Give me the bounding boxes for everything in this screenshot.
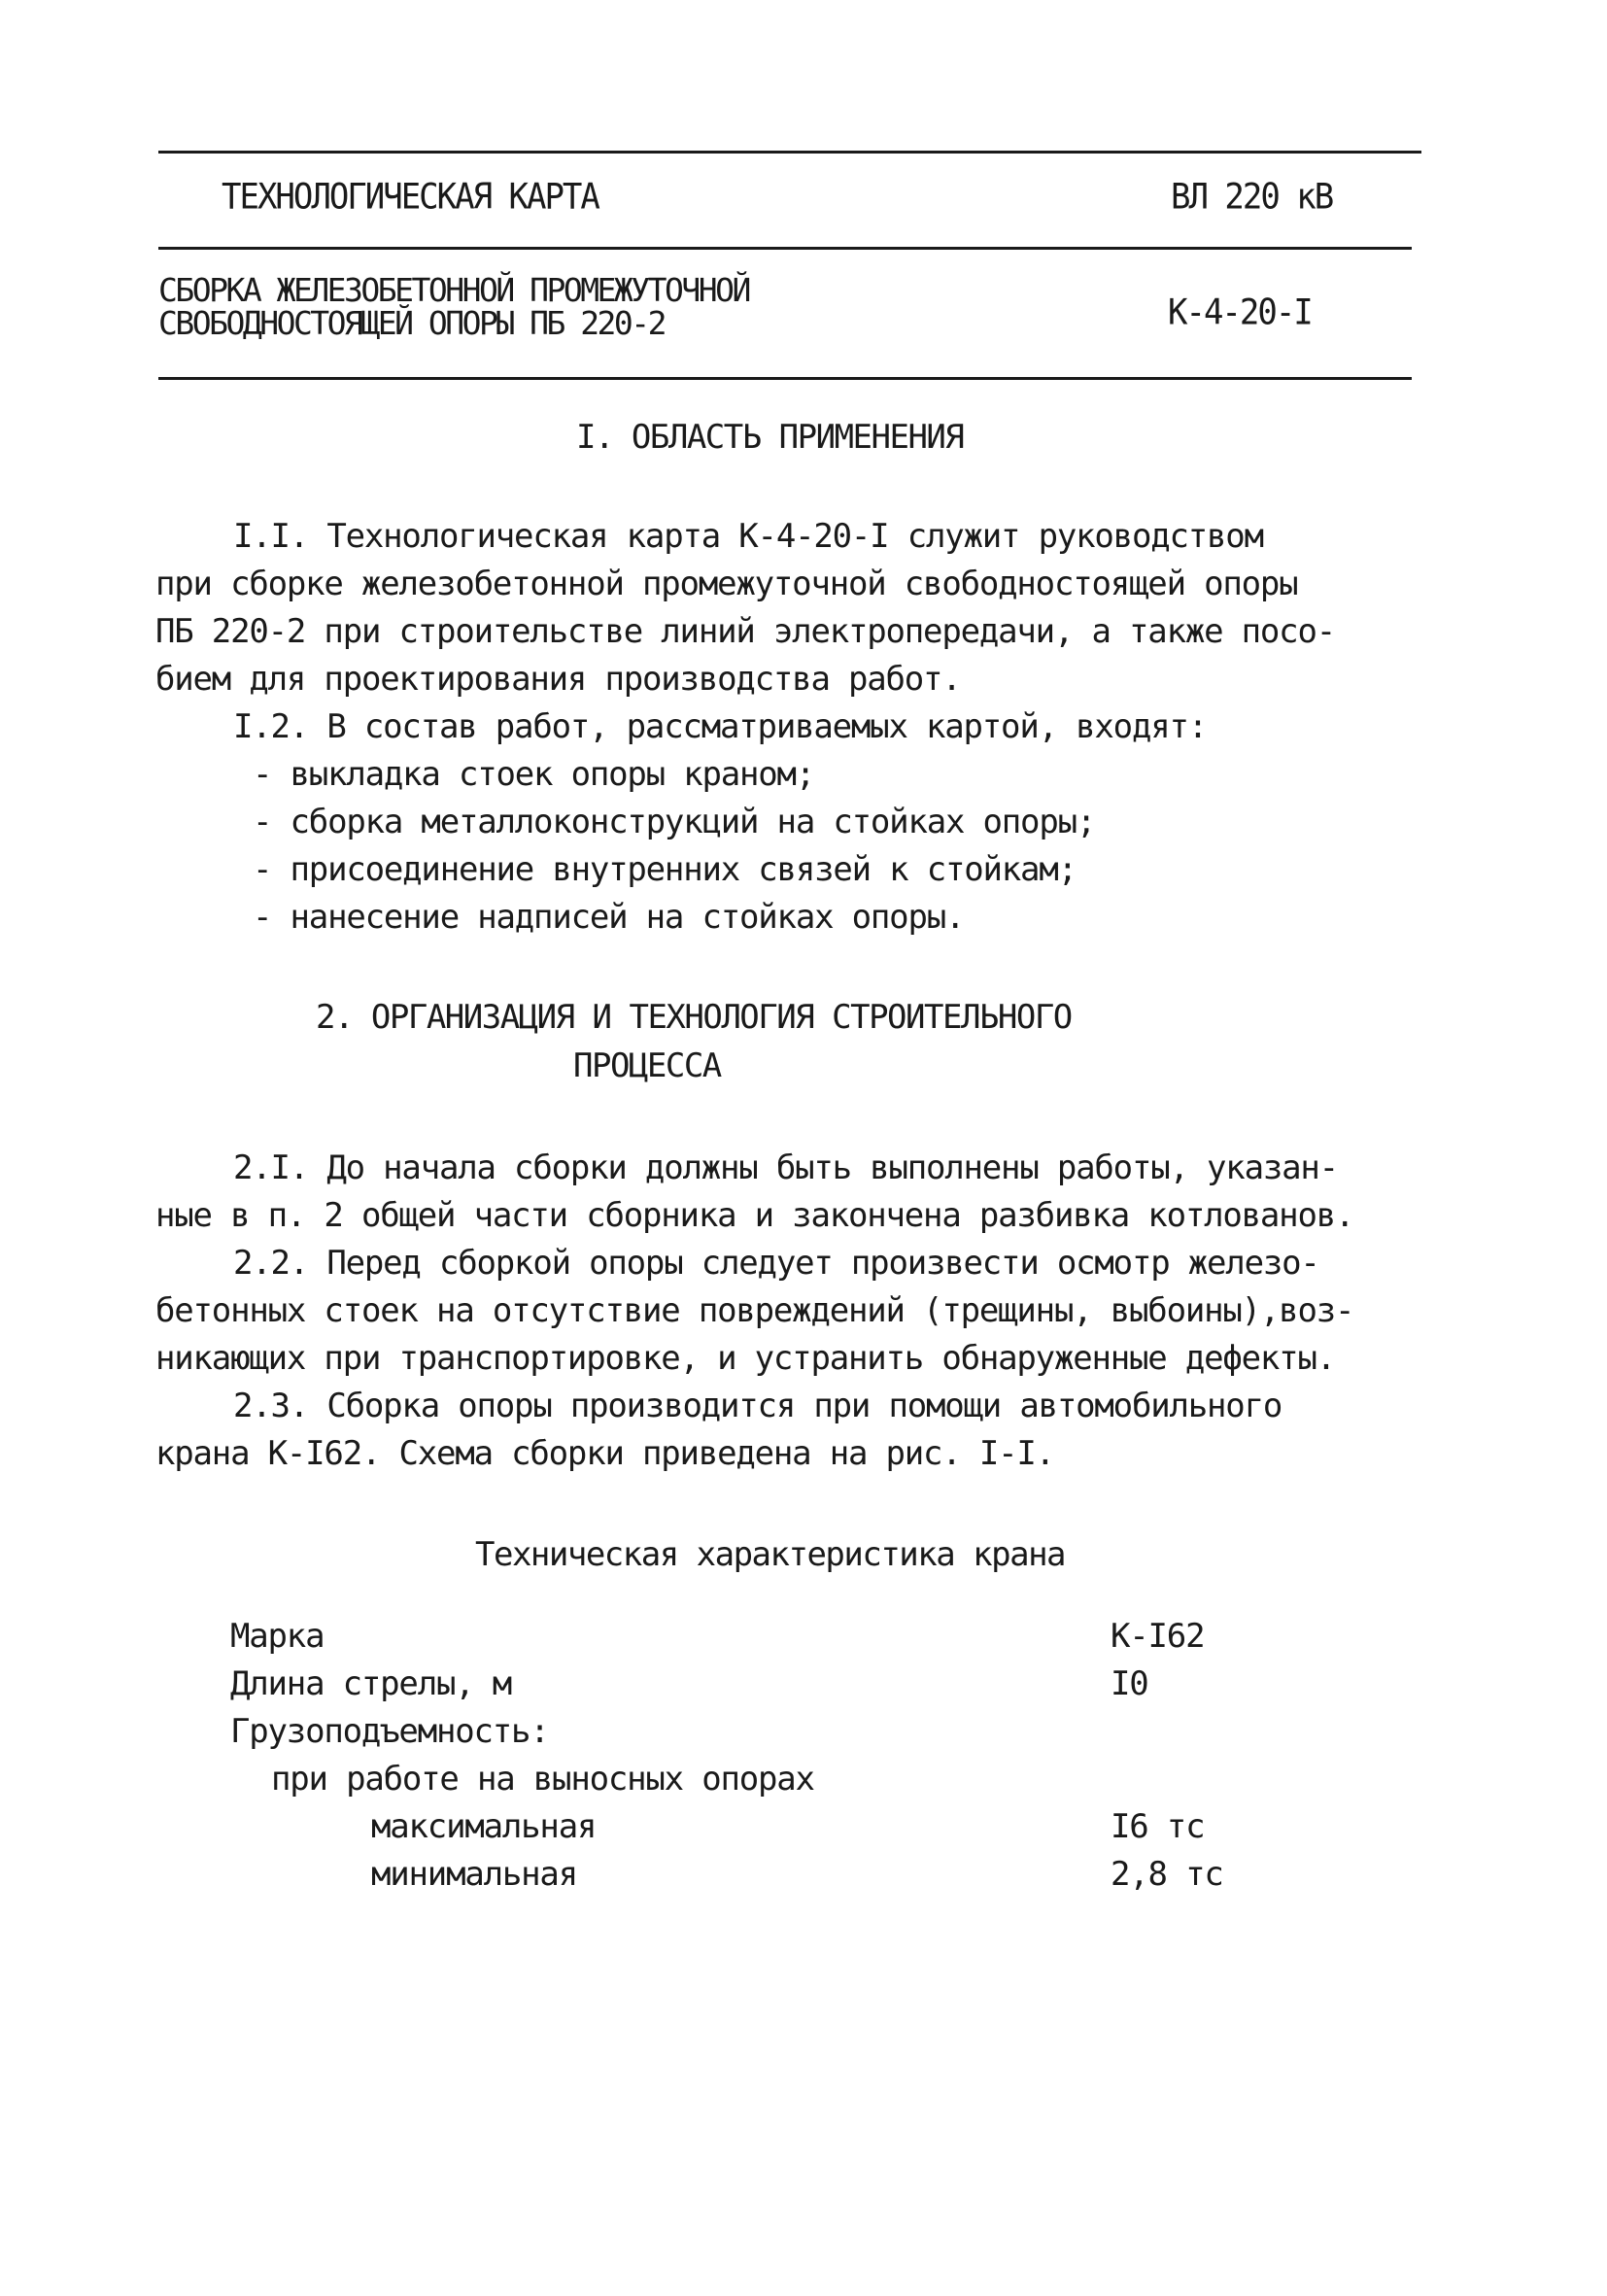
- section-2-title-line-2: ПРОЦЕССА: [573, 1046, 721, 1085]
- spec-value: I6 тс: [1111, 1807, 1205, 1846]
- paragraph-line: 2.I. До начала сборки должны быть выполнены работы, указан-: [233, 1148, 1338, 1187]
- list-item: - сборка металлоконструкций на стойках опоры;: [253, 803, 1096, 841]
- header-bottom-rule: [158, 377, 1412, 380]
- spec-value: I0: [1111, 1664, 1148, 1703]
- paragraph-line: ПБ 220-2 при строительстве линий электропередачи, а также посо-: [155, 612, 1335, 651]
- list-item: - выкладка стоек опоры краном;: [253, 755, 815, 794]
- header-middle-rule: [158, 247, 1412, 250]
- subject-line-2: СВОБОДНОСТОЯЩЕЙ ОПОРЫ ПБ 220-2: [158, 304, 666, 342]
- paragraph-line: никающих при транспортировке, и устранить обнаруженные дефекты.: [155, 1339, 1335, 1378]
- spec-label: при работе на выносных опорах: [271, 1760, 814, 1799]
- paragraph-line: бием для проектирования производства работ.: [155, 660, 961, 699]
- section-1-title: I. ОБЛАСТЬ ПРИМЕНЕНИЯ: [576, 418, 964, 457]
- section-1-body: [155, 513, 1419, 942]
- spec-value: К-I62: [1111, 1617, 1205, 1656]
- spec-label: Марка: [230, 1617, 325, 1656]
- spec-row: [0, 1760, 1607, 1807]
- paragraph-line: 2.3. Сборка опоры производится при помощи автомобильного: [233, 1387, 1282, 1425]
- header-top-rule: [158, 151, 1421, 154]
- section-2-title-line-1: 2. ОРГАНИЗАЦИЯ И ТЕХНОЛОГИЯ СТРОИТЕЛЬНОГО: [316, 998, 1072, 1037]
- card-number: К-4-20-I: [1168, 291, 1312, 334]
- list-item: - присоединение внутренних связей к стойкам;: [253, 850, 1077, 889]
- subject-line-1: СБОРКА ЖЕЛЕЗОБЕТОННОЙ ПРОМЕЖУТОЧНОЙ: [158, 271, 749, 309]
- spec-label: Длина стрелы, м: [230, 1664, 512, 1703]
- section-2-body: [155, 1145, 1419, 1478]
- paragraph-line: I.2. В состав работ, рассматриваемых картой, входят:: [233, 707, 1208, 746]
- line-code: ВЛ 220 кВ: [1171, 176, 1333, 219]
- spec-value: 2,8 тс: [1111, 1855, 1223, 1894]
- spec-row: [0, 1712, 1607, 1760]
- spec-label: Грузоподъемность:: [230, 1712, 549, 1751]
- list-item: - нанесение надписей на стойках опоры.: [253, 898, 965, 937]
- spec-label: минимальная: [371, 1855, 577, 1894]
- spec-row: [0, 1855, 1607, 1902]
- doc-type: ТЕХНОЛОГИЧЕСКАЯ КАРТА: [222, 176, 598, 219]
- spec-row: [0, 1664, 1607, 1712]
- crane-specs-title: Техническая характеристика крана: [475, 1535, 1066, 1574]
- spec-label: максимальная: [371, 1807, 597, 1846]
- paragraph-line: 2.2. Перед сборкой опоры следует произвести осмотр железо-: [233, 1244, 1319, 1283]
- paragraph-line: крана К-I62. Схема сборки приведена на рис. I-I.: [155, 1434, 1054, 1473]
- paragraph-line: I.I. Технологическая карта К-4-20-I служит руководством: [233, 517, 1263, 556]
- paragraph-line: бетонных стоек на отсутствие повреждений (трещины, выбоины),воз-: [155, 1291, 1354, 1330]
- paragraph-line: при сборке железобетонной промежуточной свободностоящей опоры: [155, 565, 1298, 603]
- paragraph-line: ные в п. 2 общей части сборника и закончена разбивка котлованов.: [155, 1196, 1354, 1235]
- spec-row: [0, 1807, 1607, 1855]
- spec-row: [0, 1617, 1607, 1664]
